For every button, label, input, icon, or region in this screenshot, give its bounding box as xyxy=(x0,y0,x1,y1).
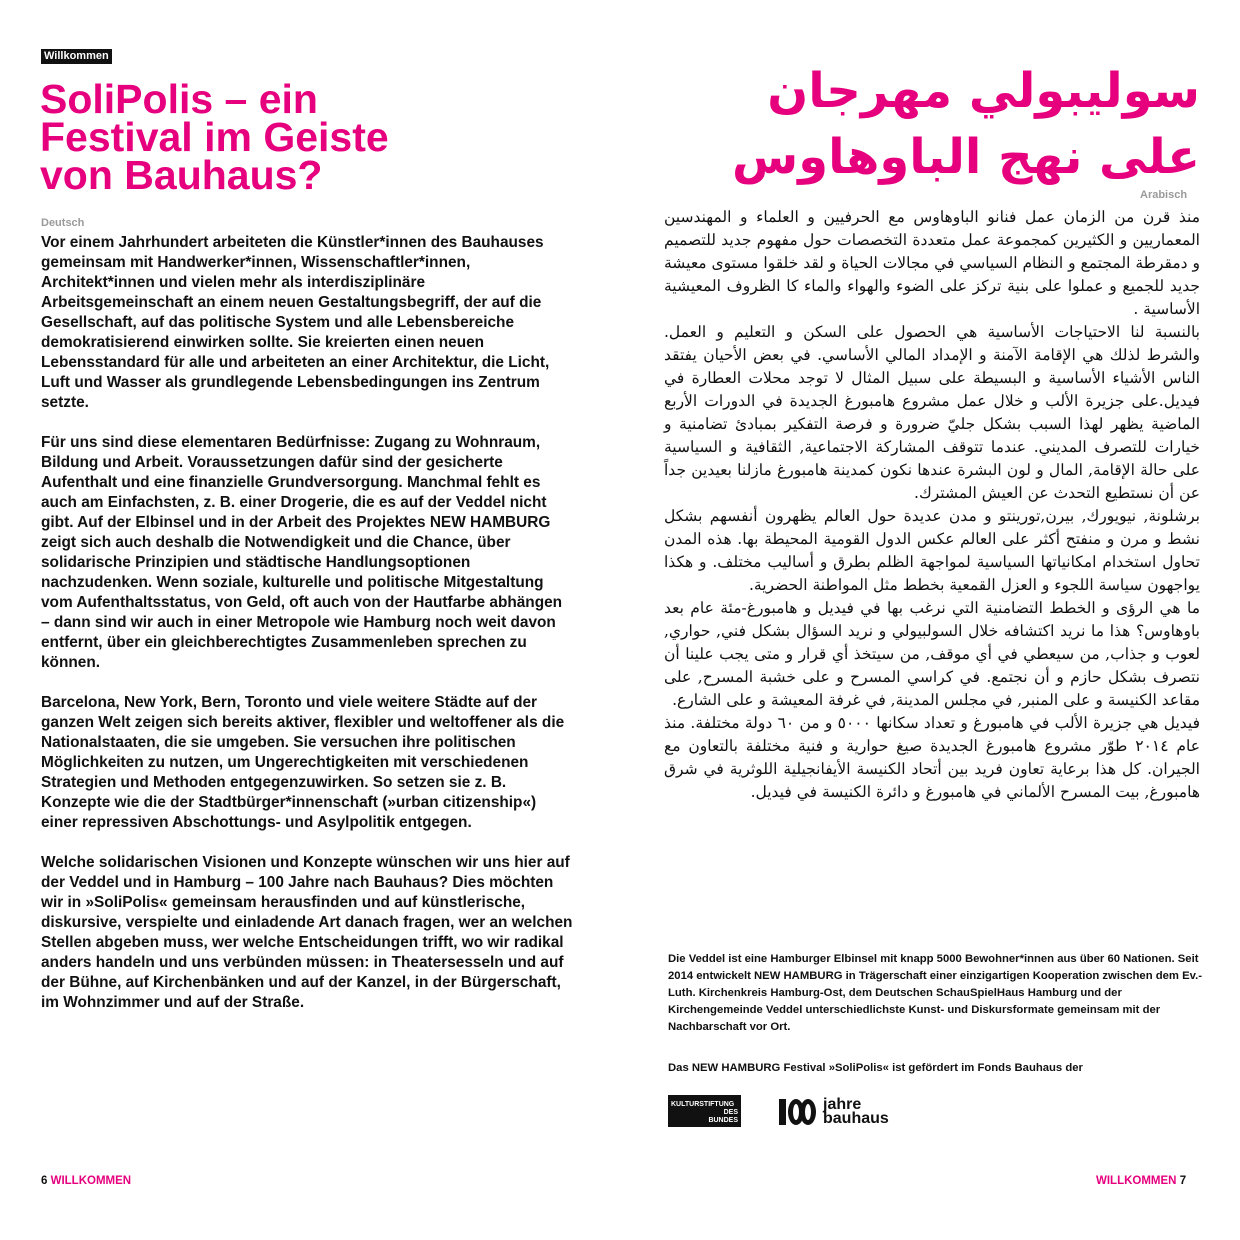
title-line: Festival im Geiste xyxy=(40,114,389,160)
language-label-german: Deutsch xyxy=(41,217,85,229)
paragraph: برشلونة, نيويورك, بيرن,تورينتو و مدن عديدة حول العالم يظهرون أنفسهم بشكل نشط و مرن و منفتح أكثر على العالم عكس الدول القومية المحيطة بها. هذه المدن تحاول استخدام امكانياتها السياسية لمواجهة الظلم بطرق و أساليب مختلف. و هكذا يواجهون سياسة اللجوء و العزل القمعية بخطط مثل المواطنة الحضرية. xyxy=(664,507,1200,594)
paragraph: Barcelona, New York, Bern, Toronto und viele weitere Städte auf der ganzen Welt zeigen sich bereits aktiver, flexibler und weltoffener als die Nationalstaaten, die sie umgeben. Sie versuchen ihre politischen Möglichkeiten zu nutzen, um Ungerechtigkeiten mit verschiedenen Strategien und Methoden entgegenzuwirken. So setzen sie z. B. Konzepte wie die der Stadtbürger*innenschaft (»urban citizenship«) einer repressiven Abschottungs- und Asylpolitik entgegen. xyxy=(41,694,565,831)
page-number: 6 xyxy=(41,1175,48,1187)
paragraph: بالنسبة لنا الاحتياجات الأساسية هي الحصول على السكن و التعليم و العمل. والشرط لذلك هي الإقامة الآمنة و الإمداد المالي الأساسي. في بعض الأحيان يفتقد الناس الأشياء الأساسية و البسيطة على سبيل المثال لا توجد محلات العطارة في فيديل.على جزيرة الألب و خلال عمل مشروع هامبورغ الجديدة في الدورات الأربع الماضية يظهر لهذا السبب بشكل جليّ ضرورة و فرصة التفكير بمبادئ تضامنية و خيارات للتصرف المديني. عندما تتوقف المشاركة الاجتماعية, الثقافية و السياسية على حالة الإقامة, المال و لون البشرة عندها نكون كمدينة هامبورغ مازلنا بعيدين جداً عن أن نستطيع التحدث عن العيش المشترك. xyxy=(664,323,1200,502)
title-line: SoliPolis – ein xyxy=(40,76,318,122)
paragraph: منذ قرن من الزمان عمل فنانو الباوهاوس مع الحرفيين و العلماء و المهندسين المعماريين و الكثيرين كمجموعة عمل متعددة التخصصات حول مفهوم جديد للتصميم و دمقرطة المجتمع و النظام السياسي في مجالات الحياة و لقد خلقوا مستوى معيشة جديد للجميع و عملوا على بنية تركز على الضوء والهواء والماء كا الظروف المعيشية الأساسية . xyxy=(664,208,1200,318)
body-text-german xyxy=(41,233,573,1033)
page-title-arabic: سوليبولي مهرجان على نهج الباوهاوس xyxy=(732,63,1200,185)
footer-left xyxy=(41,1174,131,1188)
bauhaus-100-logo xyxy=(779,1097,889,1127)
footer-section-label: WILLKOMMEN xyxy=(1096,1175,1177,1187)
logo-text: DES xyxy=(723,1109,738,1116)
paragraph: Für uns sind diese elementaren Bedürfnisse: Zugang zu Wohnraum, Bildung und Arbeit. Voraussetzungen dafür sind der gesicherte Aufenthalt und eine finanzielle Grundversorgung. Manchmal fehlt es auch am Einfachsten, z. B. einer Drogerie, die es auf der Veddel nicht gibt. Auf der Elbinsel und in der Arbeit des Projektes NEW HAMBURG zeigt sich auch deshalb die Notwendigkeit und die Chance, über solidarische Prinzipien und städtische Handlungsoptionen nachzudenken. Wenn soziale, kulturelle und politische Mitgestaltung vom Aufenthaltsstatus, von Geld, oft auch von der Hautfarbe abhängen – dann sind wir auch in einer Metropole wie Hamburg noch weit davon entfernt, über ein gleichberechtigtes Zusammenleben sprechen zu können. xyxy=(41,434,563,671)
footer-section-label: WILLKOMMEN xyxy=(50,1175,132,1187)
logo-text: BUNDES xyxy=(708,1117,738,1124)
paragraph: فيديل هي جزيرة الألب في هامبورغ و تعداد سكانها ٥٠٠٠ و من ٦٠ دولة مختلفة. منذ عام ٢٠١٤ طوّر مشروع هامبورغ الجديدة صيغ حوارية و فنية مختلفة بالتعاون مع الجيران. كل هذا برعاية تعاون فريد بين أتحاد الكنيسة الأيفانجيلية اللوثرية في شرق هامبورغ, بيت المسرح الألماني في هامبورغ و دائرة الكنيسة في فيديل. xyxy=(664,714,1200,801)
footer-right xyxy=(1096,1174,1186,1188)
veddel-info-text: Die Veddel ist eine Hamburger Elbinsel mit knapp 5000 Bewohner*innen aus über 60 Nationen. Seit 2014 entwickelt NEW HAMBURG in Trägerschaft einer einzigartigen Kooperation zwischen dem Ev.-Luth. Kirchenkreis Hamburg-Ost, dem Deutschen SchauSpielHaus Hamburg und der Kirchengemeinde Veddel unterschiedlichste Kunst- und Diskursformate gemeinsam mit der Nachbarschaft vor Ort. xyxy=(668,953,1202,1033)
language-label-arabic: Arabisch xyxy=(1140,189,1188,201)
logo-text: bauhaus xyxy=(823,1110,889,1127)
title-line: von Bauhaus? xyxy=(40,152,323,198)
paragraph: Vor einem Jahrhundert arbeiteten die Künstler*innen des Bauhauses gemeinsam mit Handwerker*innen, Wissenschaftler*innen, Architekt*innen und vielen mehr als interdisziplinäre Arbeitsgemeinschaft an einem neuen Gestaltungsbegriff, der auf die Gesellschaft, auf das politische System und alle Lebensbereiche demokratisierend einwirken sollte. Sie kreierten einen neuen Lebensstandard für alle und arbeiteten an einer Architektur, die Licht, Luft und Wasser als grundlegende Lebensbedingungen ins Zentrum setzte. xyxy=(41,234,550,411)
logo-wordmark xyxy=(823,1098,889,1126)
paragraph: ما هي الرؤى و الخطط التضامنية التي نرغب بها في فيديل و هامبورغ-مئة عام بعد باوهاوس؟ هذا ما نريد اكتشافه خلال السولبيولي و نريد السؤال بشكل فني, حواري, لعوب و جذاب, من سيعطي في أي موقف, من سيتخذ أي قرار و متى يجب علينا أن نتصرف بشكل حازم و أن نجتمع. في كراسي المسرح و على خشبة المسرح, على مقاعد الكنيسة و على المنبر, في مجلس المدينة, في غرفة المعيشة و على الشارع. xyxy=(664,599,1200,709)
body-text-arabic xyxy=(664,206,1200,804)
funding-note: Das NEW HAMBURG Festival »SoliPolis« ist gefördert im Fonds Bauhaus der xyxy=(668,1062,1083,1074)
logo-text: jahre xyxy=(823,1096,862,1113)
page-title-german xyxy=(40,76,580,198)
paragraph: Welche solidarischen Visionen und Konzepte wünschen wir uns hier auf der Veddel und in Hamburg – 100 Jahre nach Bauhaus? Dies möchten wir in »SoliPolis« gemeinsam herausfinden und auf künstlerische, diskursive, verspielte und einladende Art danach fragen, wer an welchen Stellen abgeben muss, wer welche Entscheidungen trifft, wo wir radikal anders handeln und uns verbünden müssen: in Theatersesseln und auf der Bühne, auf Kirchenbänken und auf der Kanzel, in der Bürgerschaft, im Wohnzimmer und auf der Straße. xyxy=(41,854,573,1011)
kulturstiftung-logo xyxy=(668,1095,741,1127)
100-mark-icon xyxy=(779,1099,812,1125)
logo-text: KULTURSTIFTUNG xyxy=(671,1101,735,1108)
page-number: 7 xyxy=(1179,1175,1187,1187)
section-tag: Willkommen xyxy=(41,49,112,64)
